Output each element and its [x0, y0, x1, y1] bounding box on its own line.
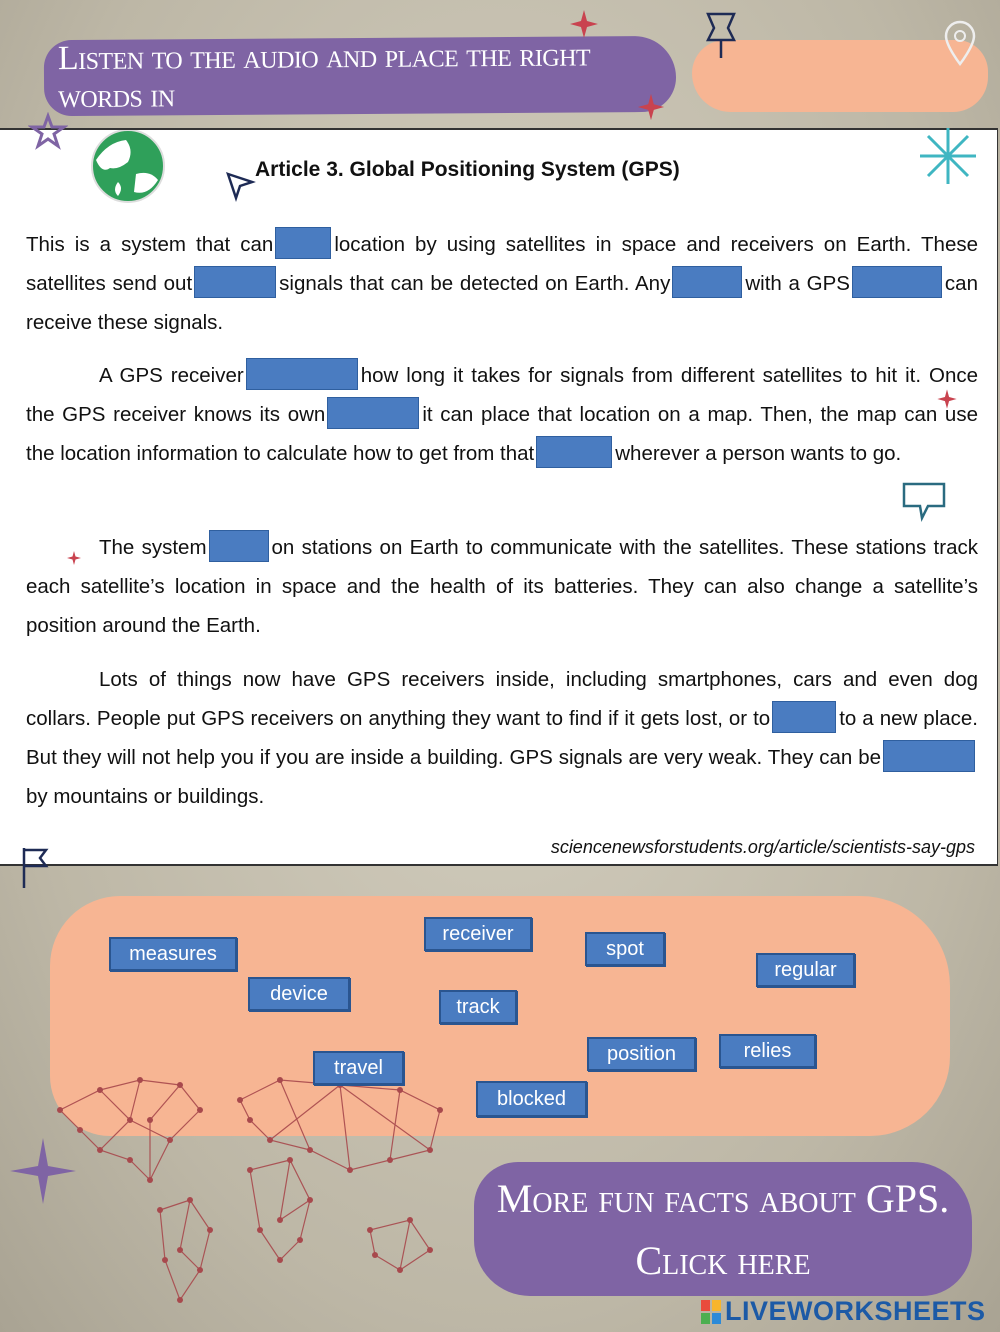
word-chip-spot[interactable]: spot — [585, 932, 665, 966]
star-outline-icon — [28, 112, 68, 152]
liveworksheets-mark-icon — [700, 1299, 722, 1325]
sparkle-icon — [8, 1136, 78, 1206]
liveworksheets-logo[interactable] — [700, 1296, 986, 1327]
drop-blank[interactable] — [883, 740, 975, 772]
paragraph-2: A GPS receiver how long it takes for signals from different satellites to hit it. Once the GPS receiver knows its own it can place that location on a map. Then, the map can use the location information to calculate how to get from that wherever a person wants to go. — [26, 356, 978, 473]
star-icon — [636, 92, 666, 122]
drop-blank[interactable] — [772, 701, 836, 733]
paragraph-3: The system on stations on Earth to communicate with the satellites. These stations track each satellite’s location in space and the health of its batteries. They can also change a satellite’s position around the Earth. — [26, 528, 978, 645]
paragraph-4: Lots of things now have GPS receivers inside, including smartphones, cars and even dog collars. People put GPS receivers on anything they want to find if it gets lost, or to to a new place. But they will not help you if you are inside a building. GPS signals are very weak. They can beby mountains or buildings. — [26, 668, 978, 808]
instruction-text: Listen to the audio and place the right words in — [57, 36, 591, 116]
flag-icon — [18, 844, 52, 890]
map-pin-icon — [940, 20, 980, 68]
world-network-map-icon — [40, 1060, 480, 1320]
drop-blank[interactable] — [672, 266, 742, 298]
cursor-icon — [222, 168, 256, 202]
word-chip-travel[interactable]: travel — [313, 1051, 404, 1085]
word-chip-track[interactable]: track — [439, 990, 517, 1024]
speech-bubble-icon — [900, 480, 948, 524]
star-icon — [568, 8, 600, 40]
globe-icon — [88, 130, 168, 206]
word-chip-device[interactable]: device — [248, 977, 350, 1011]
word-chip-relies[interactable]: relies — [719, 1034, 816, 1068]
word-chip-receiver[interactable]: receiver — [424, 917, 532, 951]
instruction-banner — [44, 36, 677, 116]
word-chip-regular[interactable]: regular — [756, 953, 855, 987]
sparkle-icon — [918, 126, 978, 186]
word-chip-blocked[interactable]: blocked — [476, 1081, 587, 1117]
paragraph-1: This is a system that can location by using satellites in space and receivers on Earth. These satellites send out signals that can be detected on Earth. Any with a GPS can receive these signals. — [26, 225, 978, 342]
drop-blank[interactable] — [327, 397, 419, 429]
brand-text: LIVEWORKSHEETS — [725, 1296, 986, 1326]
pushpin-icon — [700, 10, 742, 60]
article-sheet — [0, 128, 998, 866]
drop-blank[interactable] — [246, 358, 358, 390]
drop-blank[interactable] — [209, 530, 269, 562]
drop-blank[interactable] — [852, 266, 942, 298]
article-title: Article 3. Global Positioning System (GPS) — [255, 158, 680, 181]
word-chip-position[interactable]: position — [587, 1037, 696, 1071]
drop-blank[interactable] — [536, 436, 612, 468]
word-chip-measures[interactable]: measures — [109, 937, 237, 971]
source-citation: sciencenewsforstudents.org/article/scientists-say-gps — [550, 837, 975, 857]
drop-blank[interactable] — [275, 227, 331, 259]
drop-blank[interactable] — [194, 266, 276, 298]
more-facts-link-button[interactable]: More fun facts about GPS. Click here — [474, 1162, 972, 1296]
